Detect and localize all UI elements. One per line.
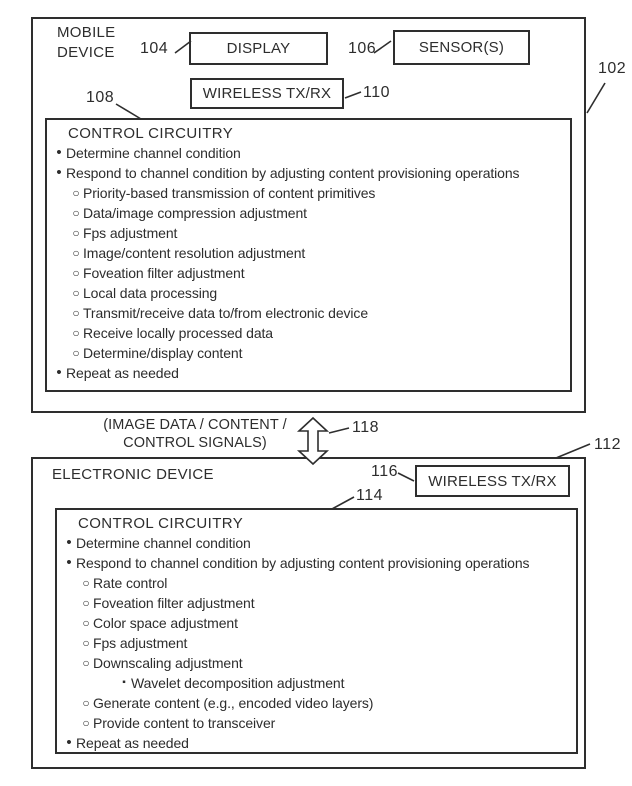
ref-118: 118	[352, 419, 380, 436]
list-item	[57, 533, 576, 553]
list-item-text: Data/image compression adjustment	[83, 205, 307, 221]
list-item-text: Wavelet decomposition adjustment	[131, 675, 345, 691]
list-item	[47, 243, 570, 263]
ref-108: 108	[86, 89, 115, 106]
bullet-icon: ○	[82, 656, 90, 670]
bullet-icon: ○	[72, 286, 80, 300]
channel-label-line1: (IMAGE DATA / CONTENT /	[103, 417, 287, 433]
list-item-text: Priority-based transmission of content primitives	[83, 185, 376, 201]
list-item-text: Respond to channel condition by adjusting content provisioning operations	[76, 555, 530, 571]
mobile-device-label-line1: MOBILE	[57, 24, 116, 41]
mobile-control-circuitry-list	[47, 143, 570, 383]
mobile-wireless-box-label: WIRELESS TX/RX	[202, 85, 332, 102]
list-item	[47, 283, 570, 303]
list-item	[57, 653, 576, 673]
electronic-device-label	[52, 465, 214, 485]
list-item-text: Foveation filter adjustment	[93, 595, 255, 611]
list-item	[47, 183, 570, 203]
display-box-label: DISPLAY	[226, 40, 291, 57]
list-item-text: Determine channel condition	[76, 535, 251, 551]
list-item	[47, 363, 570, 383]
list-item	[47, 343, 570, 363]
list-item	[57, 593, 576, 613]
list-item	[47, 263, 570, 283]
mobile-control-circuitry-title: CONTROL CIRCUITRY	[68, 125, 234, 142]
list-item	[57, 733, 576, 753]
list-item	[57, 573, 576, 593]
list-item	[57, 553, 576, 573]
bullet-icon: ▪	[122, 677, 126, 688]
channel-label	[76, 416, 314, 452]
list-item	[47, 143, 570, 163]
bullet-icon: ○	[82, 636, 90, 650]
ref-116: 116	[371, 463, 399, 480]
bullet-icon: ○	[82, 696, 90, 710]
list-item-text: Determine/display content	[83, 345, 243, 361]
list-item-text: Image/content resolution adjustment	[83, 245, 306, 261]
bullet-icon: ○	[82, 716, 90, 730]
electronic-wireless-box	[415, 465, 570, 497]
bullet-icon: ○	[82, 576, 90, 590]
bullet-icon: ○	[82, 616, 90, 630]
bullet-icon: ○	[72, 346, 80, 360]
sensors-box-label: SENSOR(S)	[418, 39, 505, 56]
mobile-wireless-box	[190, 78, 344, 109]
list-item-text: Rate control	[93, 575, 168, 591]
mobile-device-label	[57, 23, 115, 63]
leader-line-118	[329, 428, 349, 433]
bullet-icon: ○	[72, 226, 80, 240]
display-box	[189, 32, 328, 65]
list-item-text: Generate content (e.g., encoded video layers)	[93, 695, 374, 711]
bullet-icon: •	[66, 554, 72, 571]
list-item-text: Fps adjustment	[93, 635, 188, 651]
electronic-device-label-text: ELECTRONIC DEVICE	[52, 466, 214, 483]
list-item-text: Repeat as needed	[66, 365, 179, 381]
mobile-control-circuitry-box	[45, 118, 572, 392]
list-item-text: Determine channel condition	[66, 145, 241, 161]
bullet-icon: ○	[72, 306, 80, 320]
list-item	[57, 613, 576, 633]
list-item-text: Repeat as needed	[76, 735, 189, 751]
bullet-icon: ○	[72, 246, 80, 260]
list-item	[47, 323, 570, 343]
bullet-icon: ○	[72, 186, 80, 200]
list-item-text: Transmit/receive data to/from electronic device	[83, 305, 369, 321]
list-item	[57, 673, 576, 693]
list-item	[57, 693, 576, 713]
list-item-text: Local data processing	[83, 285, 218, 301]
sensors-box	[393, 30, 530, 65]
bullet-icon: ○	[82, 596, 90, 610]
electronic-control-circuitry-title: CONTROL CIRCUITRY	[78, 515, 244, 532]
bullet-icon: •	[66, 734, 72, 751]
bullet-icon: •	[56, 144, 62, 161]
ref-110: 110	[363, 84, 391, 101]
bullet-icon: ○	[72, 326, 80, 340]
mobile-device-label-line2: DEVICE	[57, 44, 115, 61]
electronic-control-circuitry-box	[55, 508, 578, 754]
list-item	[57, 713, 576, 733]
list-item	[47, 303, 570, 323]
list-item	[57, 633, 576, 653]
ref-114: 114	[356, 487, 384, 504]
list-item	[47, 163, 570, 183]
electronic-control-circuitry-list	[57, 533, 576, 753]
list-item	[47, 223, 570, 243]
channel-label-line2: CONTROL SIGNALS)	[123, 435, 267, 451]
list-item-text: Foveation filter adjustment	[83, 265, 245, 281]
electronic-wireless-box-label: WIRELESS TX/RX	[428, 472, 557, 490]
bullet-icon: •	[56, 364, 62, 381]
ref-104: 104	[140, 40, 169, 57]
list-item-text: Downscaling adjustment	[93, 655, 243, 671]
ref-102: 102	[598, 60, 627, 77]
list-item-text: Receive locally processed data	[83, 325, 273, 341]
list-item-text: Provide content to transceiver	[93, 715, 276, 731]
leader-line-112	[556, 444, 590, 458]
list-item	[47, 203, 570, 223]
leader-line-102	[587, 83, 605, 113]
list-item-text: Respond to channel condition by adjusting content provisioning operations	[66, 165, 520, 181]
list-item-text: Color space adjustment	[93, 615, 238, 631]
bullet-icon: •	[56, 164, 62, 181]
bullet-icon: ○	[72, 206, 80, 220]
bullet-icon: ○	[72, 266, 80, 280]
list-item-text: Fps adjustment	[83, 225, 178, 241]
ref-112: 112	[594, 436, 622, 453]
bullet-icon: •	[66, 534, 72, 551]
ref-106: 106	[348, 40, 377, 57]
